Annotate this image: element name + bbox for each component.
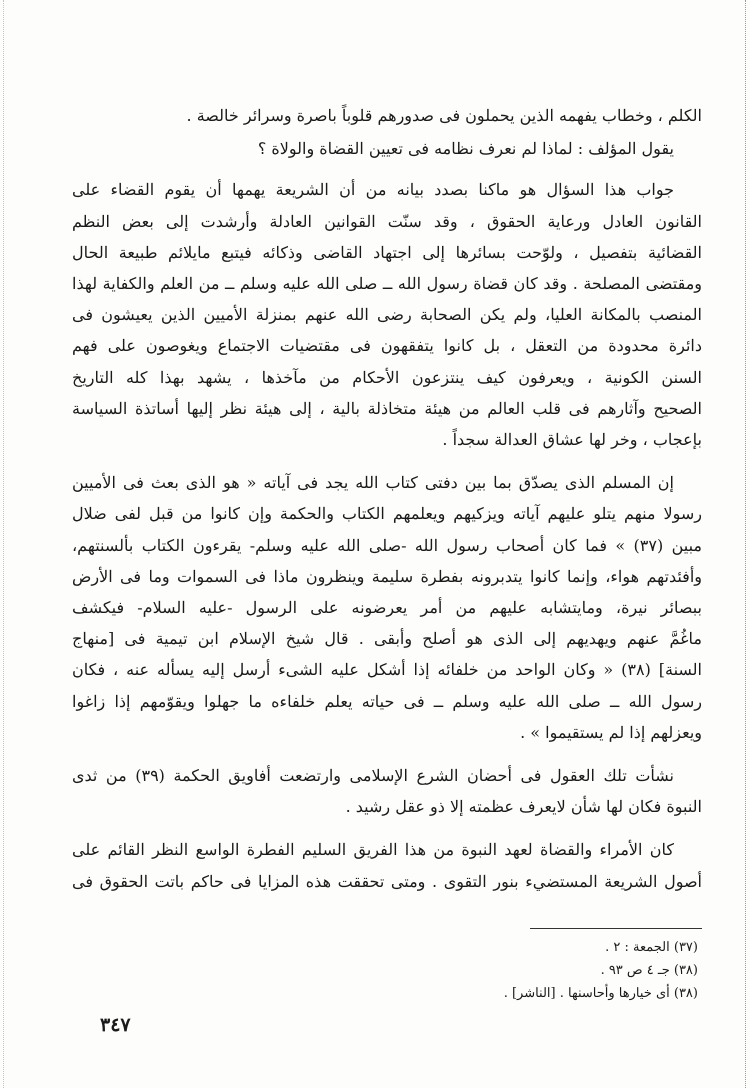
footnote: (٣٧) الجمعة : ٢ . xyxy=(605,940,698,955)
page-edge-dotted-border-left xyxy=(3,0,6,1088)
footnotes xyxy=(58,936,698,1005)
text-line: المنصب بالمكانة العليا، ولم يكن الصحابة رضى الله عنهم بمنزلة الأميين الذين يعيشون فى xyxy=(72,305,702,325)
footnote-separator xyxy=(530,928,702,929)
paragraph xyxy=(72,760,702,822)
text-line: السنة] (٣٨) « وكان الواحد من خلفائه إذا أشكل عليه الشىء أرسل إليه يسأله عنه ، فكان xyxy=(72,660,702,680)
paragraph xyxy=(72,467,702,748)
text-line: رسولا منهم يتلو عليهم آياته ويزكيهم ويعلمهم الكتاب والحكمة وإن كانوا من قبل لفى ضلال xyxy=(72,504,702,524)
text-line: جواب هذا السؤال هو ماكنا بصدد بيانه من أن الشريعة يهمها أن يقوم القضاء على xyxy=(72,180,674,200)
text-line: كان الأمراء والقضاة لعهد النبوة من هذا الفريق السليم الفطرة الواسع النظر القائم على xyxy=(72,840,674,860)
text-line: نشأت تلك العقول فى أحضان الشرع الإسلامى وارتضعت أفاويق الحكمة (٣٩) من ثدى xyxy=(72,766,674,786)
paragraph xyxy=(72,834,702,896)
text-line: القضائية بتفصيل ، ولوّحت بسائرها إلى اجتهاد القاضى وذكائه فيتبع مايلائم طبيعة الحال xyxy=(72,242,702,262)
paragraph xyxy=(72,133,702,164)
text-line: إن المسلم الذى يصدّق بما بين دفتى كتاب الله يجد فى آياته « هو الذى بعث فى الأميين xyxy=(72,473,674,493)
main-text xyxy=(72,100,702,909)
text-line: أصول الشريعة المستضيء بنور التقوى . ومتى تحققت هذه المزايا فى حاكم باتت الحقوق فى xyxy=(72,871,702,891)
footnote: (٣٨) أى خيارها وأحاسنها . [الناشر] . xyxy=(503,986,698,1001)
text-line: النبوة فكان لها شأن لايعرف عظمته إلا ذو عقل رشيد . xyxy=(345,797,702,817)
paragraph xyxy=(72,100,702,131)
text-line: ماغُمَّ عنهم ويهديهم إلى الذى هو أصلح وأبقى . قال شيخ الإسلام ابن تيمية فى [منهاج xyxy=(72,629,702,649)
text-line: الكلم ، وخطاب يفهمه الذين يحملون فى صدورهم قلوباً باصرة وسرائر خالصة . xyxy=(186,106,702,125)
text-line: دائرة محدودة من التعقل ، بل كانوا يتفقهون فى مقتضيات الاجتماع ويغوصون على فهم xyxy=(72,336,703,356)
footnote: (٣٨) جـ ٤ ص ٩٣ . xyxy=(600,963,698,978)
text-line: رسول الله ــ صلى الله عليه وسلم ــ فى حياته يعلم خلفاءه ما جهلوا ويقوّمهم إذا زاغوا xyxy=(72,691,702,711)
text-line: وأفئدتهم هواء، وإنما كانوا يتدبرونه بفطرة سليمة وينظرون ماذا فى السموات وما فى الأرض xyxy=(72,566,702,586)
text-line: بإعجاب ، وخر لها عشاق العدالة سجداً . xyxy=(442,430,702,450)
paragraph xyxy=(72,174,702,455)
text-line: ويعزلهم إذا لم يستقيموا » . xyxy=(520,722,702,742)
text-line: ببصائر نيرة، ومايتشابه عليهم من أمر يعرضونه على الرسول -عليه السلام- فيكشف xyxy=(72,598,702,618)
text-line: القانون العادل ورعاية الحقوق ، وقد سنّت القوانين العادلة وأرشدت إلى بعض النظم xyxy=(72,211,702,231)
page-edge-dotted-border xyxy=(743,0,746,1088)
text-line: الصحيح وآثارهم فى قلب العالم من هيئة متخاذلة بالية ، إلى هيئة نظر إليها أساتذة السياسة xyxy=(72,398,703,418)
text-line: مبين (٣٧) » فما كان أصحاب رسول الله -صلى الله عليه وسلم- يقرءون الكتاب بألسنتهم، xyxy=(72,535,703,555)
page-number: ٣٤٧ xyxy=(100,1014,131,1036)
text-line: ومقتضى المصلحة . وقد كان قضاة رسول الله ــ صلى الله عليه وسلم ــ من العلم والكفاية لهذا xyxy=(72,274,702,294)
text-line: السنن الكونية ، ويعرفون كيف ينتزعون الأحكام من مآخذها ، يشهد بهذا كله التاريخ xyxy=(72,367,702,387)
text-line: يقول المؤلف : لماذا لم نعرف نظامه فى تعيين القضاة والولاة ؟ xyxy=(257,139,674,159)
